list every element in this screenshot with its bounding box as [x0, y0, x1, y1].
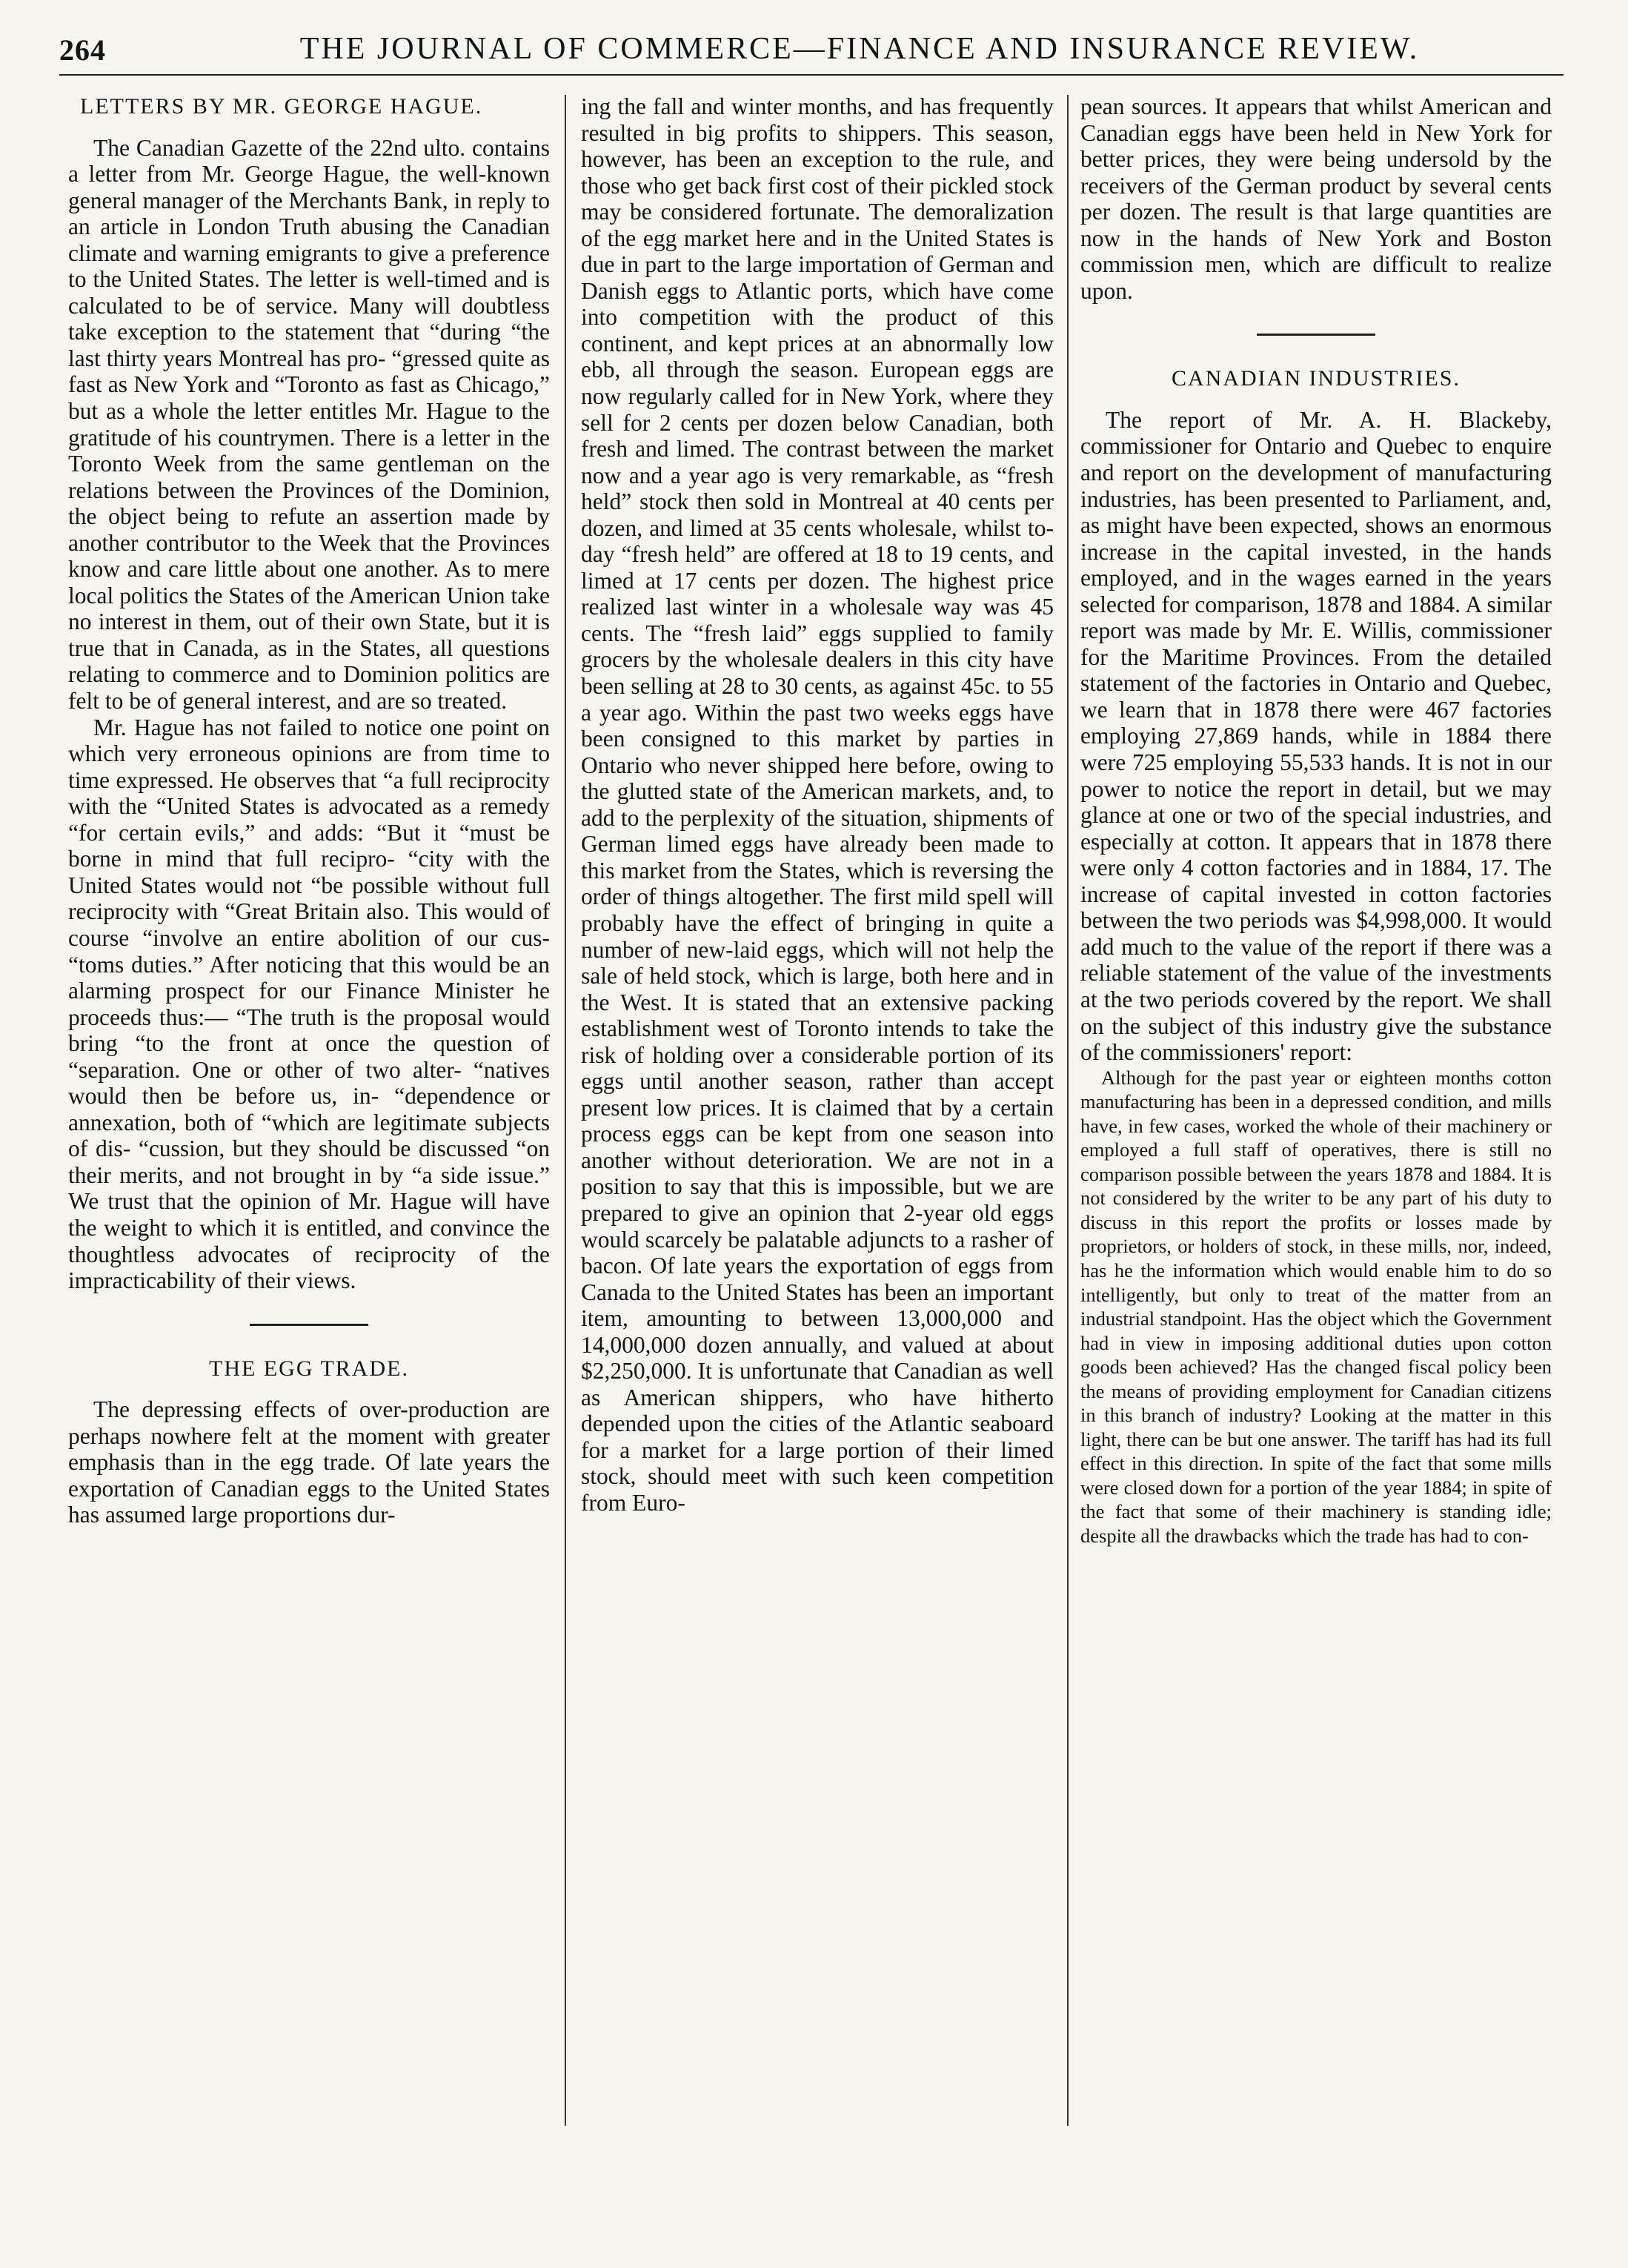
article-heading-egg-trade: THE EGG TRADE. [209, 1356, 409, 1381]
article-paragraph: The Canadian Gazette of the 22nd ulto. contains a letter from Mr. George Hague, the well-known general manager of the Merchants Bank, in reply to an article in London Truth abusing the Canadian climate and warning emigrants to give a preference to the United States. The letter is well-timed and is calculated to be of service. Many will doubtless take exception to the statement that “during “the last thirty years Montreal has pro- “gressed quite as fast as New York and “Toronto as fast as Chicago,” but as a whole the letter entitles Mr. Hague to the gratitude of his countrymen. There is a letter in the Toronto Week from the same gentleman on the relations between the Provinces of the Dominion, the object being to refute an assertion made by another contributor to the Week that the Provinces know and care little about one another. As to mere local politics the States of the American Union take no interest in them, out of their own State, but it is true that in Canada, as in the States, all questions relating to commerce and to Dominion politics are felt to be of general interest, and are so treated. [68, 134, 550, 714]
article-paragraph: Mr. Hague has not failed to notice one point on which very erroneous opinions are from time to time expressed. He observes that “a full reciprocity with the “United States is advocated as a remedy “for certain evils,” and adds: “But it “must be borne in mind that full recipro- “city with the United States would not “be possible without full reciprocity with “Great Britain also. This would of course “involve an entire abolition of our cus- “toms duties.” After noticing that this would be an alarming prospect for our Finance Minister he proceeds thus:— “The truth is the proposal would bring “to the front at once the question of “separation. One or other of two alter- “natives would then be before us, in- “dependence or annexation, both of “which are legitimate subjects of dis- “cussion, but they should be discussed “on their merits, and not brought in by “a side issue.” We trust that the opinion of Mr. Hague will have the weight to which it is entitled, and convince the thoughtless advocates of reciprocity of the impracticability of their views. [68, 714, 550, 1294]
section-rule [1257, 334, 1375, 336]
article-paragraph: The report of Mr. A. H. Blackeby, commissioner for Ontario and Quebec to enquire and report on the development of manufacturing industries, has been presented to Parliament, and, as might have been expected, shows an enormous increase in the capital invested, in the hands employed, and in the wages earned in the years selected for comparison, 1878 and 1884. A similar report was made by Mr. E. Willis, commissioner for the Maritime Provinces. From the detailed statement of the factories in Ontario and Quebec, we learn that in 1878 there were 467 factories employing 27,869 hands, while in 1884 there were 725 employing 55,533 hands. It is not in our power to notice the report in detail, but we may glance at one or two of the special industries, and especially at cotton. It appears that in 1878 there were only 4 cotton factories and in 1884, 17. The increase of capital invested in cotton factories between the two periods was $4,998,000. It would add much to the value of the report if there was a reliable statement of the value of the investments at the two periods covered by the report. We shall on the subject of this industry give the substance of the commissioners' report: [1080, 406, 1552, 1066]
article-paragraph: The depressing effects of over-production are perhaps nowhere felt at the moment with greater emphasis than in the egg trade. Of late years the exportation of Canadian eggs to the United States has assumed large proportions dur- [68, 1396, 550, 1528]
article-paragraph-continued: pean sources. It appears that whilst American and Canadian eggs have been held in New York for better prices, they were being undersold by the receivers of the German product by several cents per dozen. The result is that large quantities are now in the hands of New York and Boston commission men, which are difficult to realize upon. [1080, 93, 1552, 304]
column-divider [565, 95, 566, 2126]
column-2 [581, 93, 1054, 2243]
article-heading-canadian-industries: CANADIAN INDUSTRIES. [1172, 366, 1461, 391]
page-header [59, 27, 1564, 76]
article-heading-hague: LETTERS BY MR. GEORGE HAGUE. [80, 94, 483, 119]
column-1 [68, 93, 550, 2243]
column-3 [1080, 93, 1552, 2243]
article-paragraph-continued: ing the fall and winter months, and has frequently resulted in big profits to shippers. This season, however, has been an exception to the rule, and those who get back first cost of their pickled stock may be considered fortunate. The demoralization of the egg market here and in the United States is due in part to the large importation of German and Danish eggs to Atlantic ports, which have come into competition with the product of this continent, and kept prices at an abnormally low ebb, all through the season. European eggs are now regularly called for in New York, where they sell for 2 cents per dozen below Canadian, both fresh and limed. The contrast between the market now and a year ago is very remarkable, as “fresh held” stock then sold in Montreal at 40 cents per dozen, and limed at 35 cents wholesale, whilst to-day “fresh held” are offered at 18 to 19 cents, and limed at 17 cents per dozen. The highest price realized last winter in a wholesale way was 45 cents. The “fresh laid” eggs supplied to family grocers by the wholesale dealers in this city have been selling at 28 to 30 cents, as against 45c. to 55 a year ago. Within the past two weeks eggs have been consigned to this market by parties in Ontario who never shipped here before, owing to the glutted state of the American markets, and, to add to the perplexity of the situation, shipments of German limed eggs have already been made to this market from the States, which is reversing the order of things altogether. The first mild spell will probably have the effect of bringing in quite a number of new-laid eggs, which will not help the sale of held stock, which is large, both here and in the West. It is stated that an extensive packing establishment west of Toronto intends to take the risk of holding over a considerable portion of its eggs until another season, rather than accept present low prices. It is claimed that by a certain process eggs can be kept from one season into another without deterioration. We are not in a position to say that this is impossible, but we are prepared to give an opinion that 2-year old eggs would scarcely be palatable adjuncts to a rasher of bacon. Of late years the exportation of eggs from Canada to the United States has been an important item, amounting to between 13,000,000 and 14,000,000 dozen annually, and valued at about $2,250,000. It is unfortunate that Canadian as well as American shippers, who have hitherto depended upon the cities of the Atlantic seaboard for a market for a large portion of their limed stock, should meet with such keen competition from Euro- [581, 93, 1054, 1516]
running-title: THE JOURNAL OF COMMERCE—FINANCE AND INSURANCE REVIEW. [299, 32, 1420, 66]
page-number: 264 [59, 33, 106, 67]
section-rule [250, 1324, 368, 1326]
report-quotation: Although for the past year or eighteen months cotton manufacturing has been in a depressed condition, and mills have, in few cases, worked the whole of their machinery or employed a full staff of operatives, there is still no comparison possible between the years 1878 and 1884. It is not considered by the writer to be any part of his duty to discuss in this report the profits or losses made by proprietors, or holders of stock, in these mills, nor, indeed, has he the information which would enable him to do so intelligently, but only to treat of the matter from an industrial standpoint. Has the object which the Government had in view in imposing additional duties upon cotton goods been achieved? Has the changed fiscal policy been the means of providing employment for Canadian citizens in this branch of industry? Looking at the matter in this light, there can be but one answer. The tariff has had its full effect in this direction. In spite of the fact that some mills were closed down for a portion of the year 1884; in spite of the fact that some of their machinery is standing idle; despite all the drawbacks which the trade has had to con- [1080, 1066, 1552, 1547]
column-divider [1067, 95, 1069, 2126]
